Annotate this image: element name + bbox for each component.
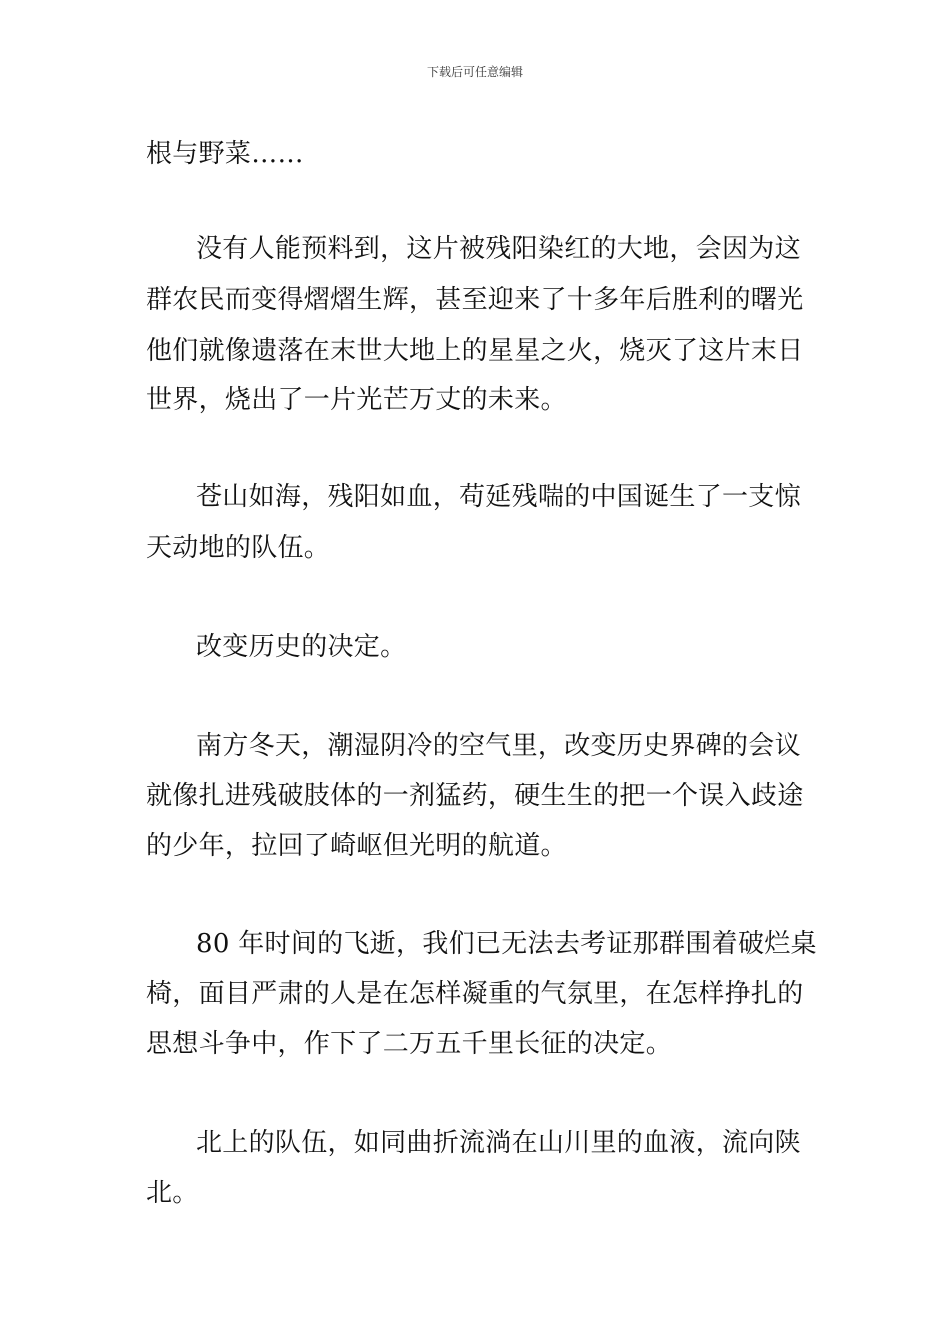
- text-line: 北。: [146, 1178, 199, 1208]
- text-line: 椅，面目严肃的人是在怎样凝重的气氛里，在怎样挣扎的: [146, 979, 804, 1009]
- text-line: 就像扎进残破肢体的一剂猛药，硬生生的把一个误入歧途: [146, 781, 804, 811]
- text-line: 世界，烧出了一片光芒万丈的未来。: [146, 385, 567, 415]
- text-line: 苍山如海，残阳如血，苟延残喘的中国诞生了一支惊: [196, 482, 801, 512]
- page-header: 下载后可任意编辑: [426, 65, 523, 79]
- text-line: 改变历史的决定。: [196, 632, 407, 662]
- text-line: 思想斗争中，作下了二万五千里长征的决定。: [146, 1029, 673, 1059]
- text-line: 没有人能预料到，这片被残阳染红的大地，会因为这: [196, 234, 801, 264]
- text-line: 他们就像遗落在末世大地上的星星之火，烧灭了这片末日: [146, 336, 804, 366]
- text-line: 南方冬天，潮湿阴冷的空气里，改变历史界碑的会议: [196, 731, 801, 761]
- text-line: 80 年时间的飞逝，我们已无法去考证那群围着破烂桌: [196, 929, 817, 959]
- text-line: 根与野菜……: [146, 139, 304, 169]
- text-line: 群农民而变得熠熠生辉，甚至迎来了十多年后胜利的曙光: [146, 285, 804, 315]
- text-line: 北上的队伍，如同曲折流淌在山川里的血液，流向陕: [196, 1128, 801, 1158]
- text-line: 天动地的队伍。: [146, 533, 331, 563]
- text-line: 的少年，拉回了崎岖但光明的航道。: [146, 831, 567, 861]
